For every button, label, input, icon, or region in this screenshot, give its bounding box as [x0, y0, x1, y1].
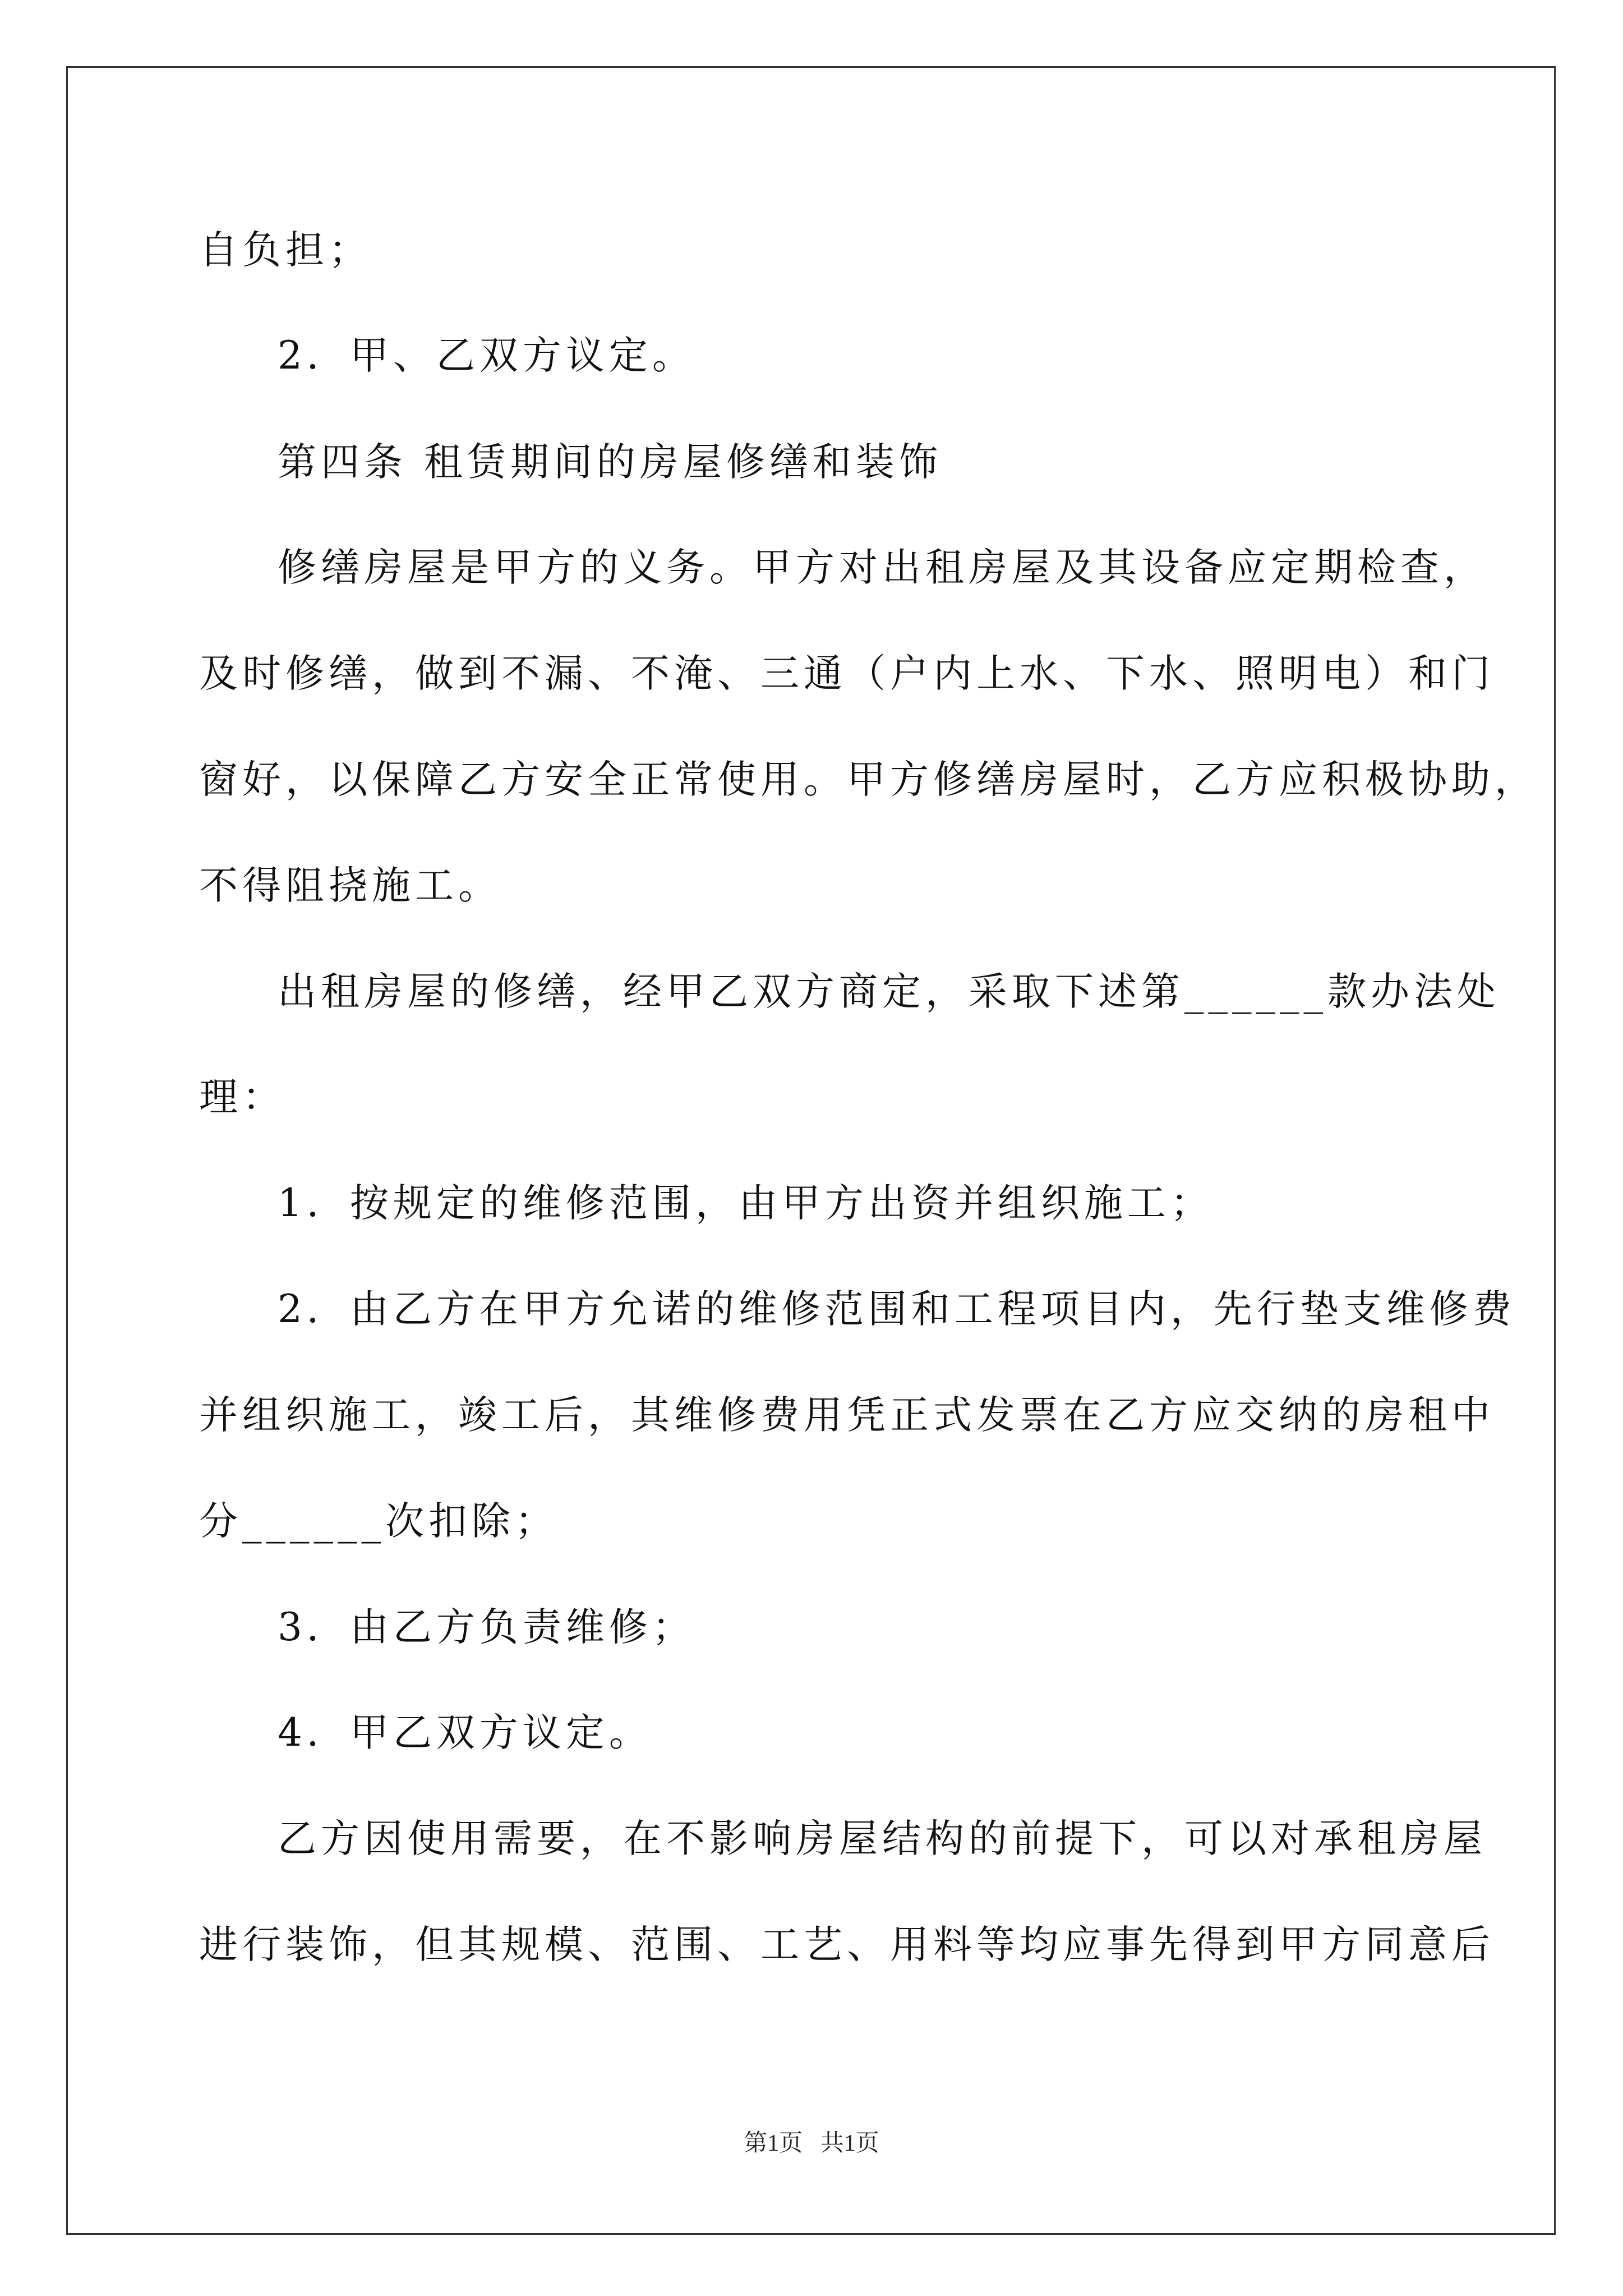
text-line: 修缮房屋是甲方的义务。甲方对出租房屋及其设备应定期检查，: [278, 545, 1487, 590]
list-item: 1．按规定的维修范围，由甲方出资并组织施工；: [278, 1181, 1214, 1226]
text-line: 不得阻挠施工。: [199, 863, 501, 908]
list-item: 4．甲乙双方议定。: [278, 1710, 652, 1755]
text-line: 并组织施工，竣工后，其维修费用凭正式发票在乙方应交纳的房租中: [199, 1393, 1495, 1438]
section-heading: 第四条 租赁期间的房屋修缮和装饰: [278, 440, 942, 485]
page-border: [66, 66, 1556, 2235]
list-item: 2．由乙方在甲方允诺的维修范围和工程项目内，先行垫支维修费: [278, 1287, 1516, 1332]
text-line: 出租房屋的修缮，经甲乙双方商定，采取下述第______款办法处: [278, 969, 1500, 1014]
text-line: 进行装饰，但其规模、范围、工艺、用料等均应事先得到甲方同意后: [199, 1922, 1495, 1967]
text-line: 窗好，以保障乙方安全正常使用。甲方修缮房屋时，乙方应积极协助，: [199, 757, 1538, 802]
text-line: 及时修缮，做到不漏、不淹、三通（户内上水、下水、照明电）和门: [199, 651, 1495, 696]
text-line: 乙方因使用需要，在不影响房屋结构的前提下，可以对承租房屋: [278, 1816, 1487, 1861]
text-line: 分______次扣除；: [199, 1499, 558, 1544]
page-footer: [0, 2124, 1623, 2158]
list-item: 3．由乙方负责维修；: [278, 1605, 695, 1650]
text-line: 2．甲、乙双方议定。: [278, 333, 695, 378]
text-line: 自负担；: [199, 228, 372, 273]
page-number-label: 第1页 共1页: [744, 2131, 879, 2156]
text-line: 理：: [199, 1075, 285, 1120]
